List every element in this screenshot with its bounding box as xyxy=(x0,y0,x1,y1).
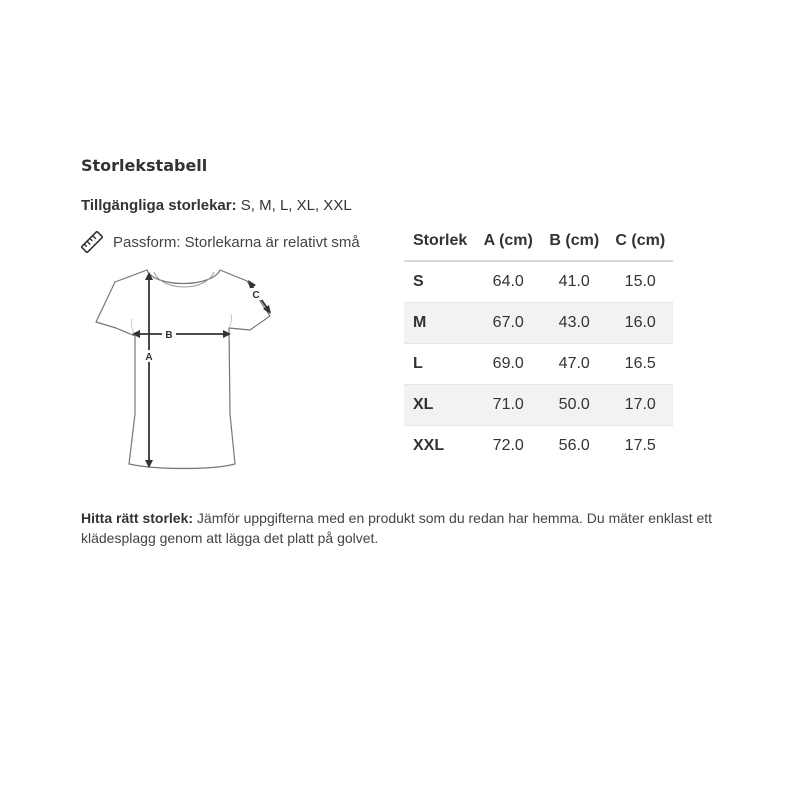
cell-size: M xyxy=(404,303,475,344)
cell-c: 16.5 xyxy=(607,344,673,385)
table-row xyxy=(404,426,673,467)
cell-a: 64.0 xyxy=(475,261,541,303)
size-help-body: Jämför uppgifterna med en produkt som du redan har hemma. Du mäter enklast ett klädesplagg genom att lägga det platt på golvet. xyxy=(81,510,713,546)
header-c: C (cm) xyxy=(607,222,673,261)
table-row xyxy=(404,303,673,344)
cell-b: 47.0 xyxy=(541,344,607,385)
cell-a: 71.0 xyxy=(475,385,541,426)
label-a: A xyxy=(145,352,153,363)
table-header-row xyxy=(404,222,673,261)
size-help-text xyxy=(81,508,731,548)
table-row xyxy=(404,344,673,385)
cell-c: 17.5 xyxy=(624,437,656,454)
table-row xyxy=(404,385,673,426)
cell-b: 43.0 xyxy=(541,303,607,344)
ruler-icon xyxy=(80,230,104,254)
table-row xyxy=(404,261,673,303)
cell-c: 16.0 xyxy=(607,303,673,344)
cell-size: XXL xyxy=(413,437,445,454)
label-c: C xyxy=(252,290,260,301)
available-sizes-label: Tillgängliga storlekar: xyxy=(81,197,237,214)
page-title: Storlekstabell xyxy=(81,156,208,175)
header-a: A (cm) xyxy=(475,222,541,261)
tshirt-outline xyxy=(96,270,270,469)
cell-a: 69.0 xyxy=(475,344,541,385)
cell-size: S xyxy=(404,261,475,303)
tshirt-measurement-diagram xyxy=(92,264,282,474)
cell-c: 17.0 xyxy=(607,385,673,426)
size-table xyxy=(404,222,673,466)
cell-b: 50.0 xyxy=(541,385,607,426)
cell-a: 72.0 xyxy=(492,437,524,454)
fit-text: Passform: Storlekarna är relativt små xyxy=(113,233,360,251)
header-b: B (cm) xyxy=(541,222,607,261)
cell-size: L xyxy=(404,344,475,385)
fit-info xyxy=(80,230,390,254)
cell-a: 67.0 xyxy=(475,303,541,344)
cell-size: XL xyxy=(404,385,475,426)
cell-c: 15.0 xyxy=(607,261,673,303)
header-size: Storlek xyxy=(404,222,475,261)
label-b: B xyxy=(165,330,173,341)
available-sizes-value: S, M, L, XL, XXL xyxy=(240,197,352,214)
size-help-label: Hitta rätt storlek: xyxy=(81,510,194,526)
cell-b: 41.0 xyxy=(541,261,607,303)
cell-b: 56.0 xyxy=(558,437,590,454)
available-sizes xyxy=(81,197,352,214)
